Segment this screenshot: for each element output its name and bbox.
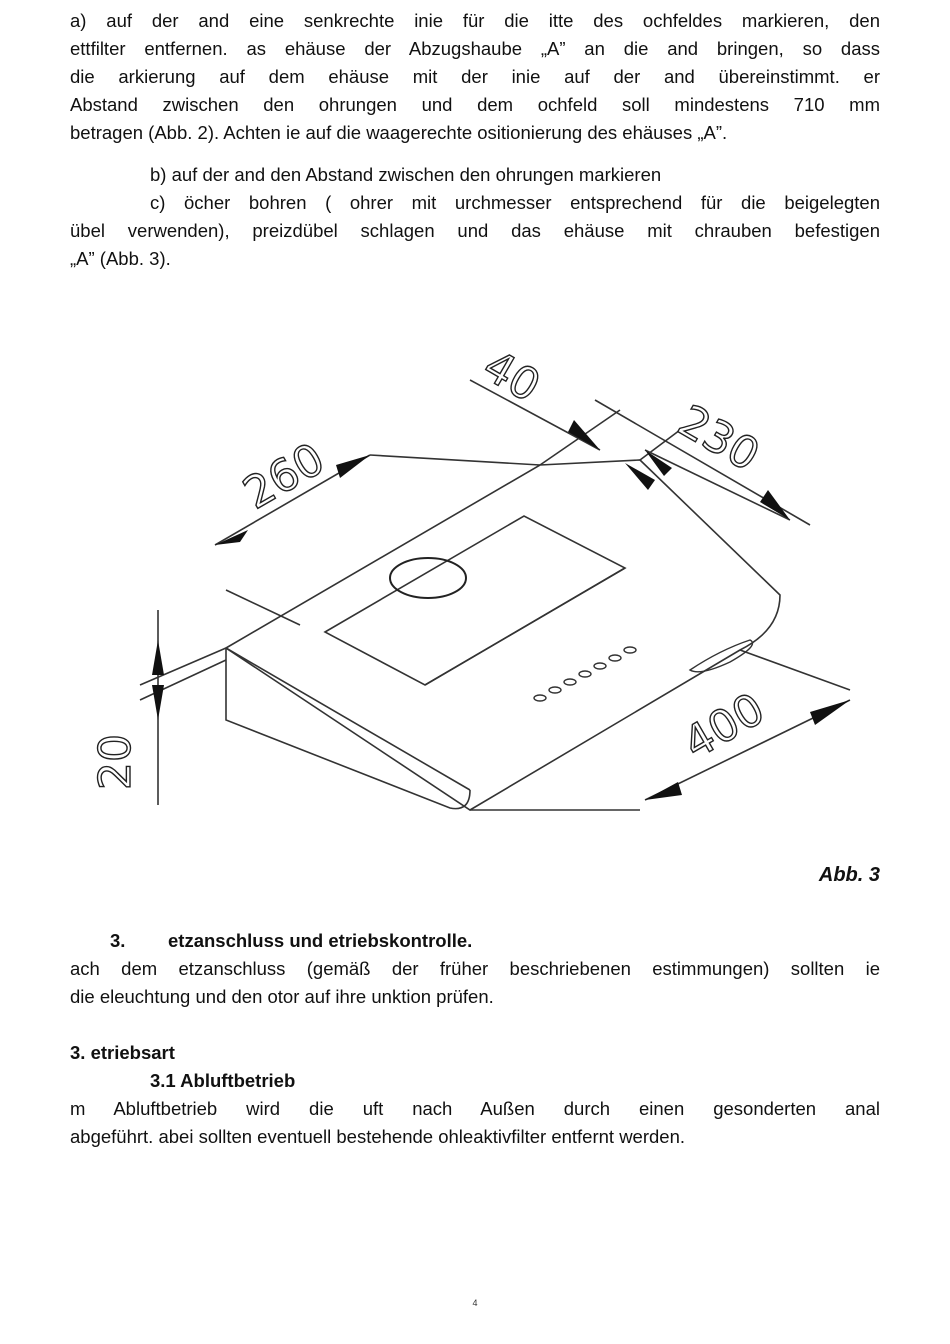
arrow-230-left <box>645 450 672 476</box>
section-betrieb-body-2: abgeführt. abei sollten eventuell bestehende ohleaktivfilter entfernt werden. <box>70 1126 686 1147</box>
paragraph-c-line-3: „A” (Abb. 3). <box>70 248 171 269</box>
arrow-230-right <box>760 490 790 520</box>
extension-line-back <box>370 455 540 465</box>
arrow-20-bottom <box>152 685 164 720</box>
hood-inner-panel <box>325 516 625 685</box>
arrow-40-right <box>625 463 655 490</box>
arrow-400-left <box>645 782 682 800</box>
extension-line-400-a <box>740 650 850 690</box>
paragraph-b: b) auf der and den Abstand zwischen den ohrungen markieren <box>150 164 662 185</box>
section-netz-body-1: ach dem etzanschluss (gemäß der früher beschriebenen estimmungen) sollten ie <box>70 958 880 979</box>
paragraph-a-line-4: Abstand zwischen den ohrungen und dem ochfeld soll mindestens 710 mm <box>70 94 880 115</box>
figure-caption: Abb. 3 <box>818 864 880 886</box>
page-number: 4 <box>472 1298 478 1308</box>
exhaust-opening <box>390 558 466 598</box>
extension-line-left <box>226 590 300 625</box>
control-panel <box>534 640 753 701</box>
dim-label-20: 20 <box>90 734 141 790</box>
arrow-20-top <box>152 640 164 675</box>
paragraph-c-line-2: übel verwenden), preizdübel schlagen und das ehäuse mit chrauben befestigen <box>70 220 880 241</box>
section-betrieb-heading: 3. etriebsart <box>70 1042 175 1063</box>
section-betrieb-body-1: m Abluftbetrieb wird die uft nach Außen durch einen gesonderten anal <box>70 1098 880 1119</box>
section-netz-heading: etzanschluss und etriebskontrolle. <box>168 930 473 951</box>
section-netz-body-2: die eleuchtung und den otor auf ihre unktion prüfen. <box>70 986 494 1007</box>
paragraph-a-line-2: ettfilter entfernen. as ehäuse der Abzugshaube „A” an die and bringen, so dass <box>70 38 880 59</box>
section-betrieb-subheading: 3.1 Abluftbetrieb <box>150 1070 296 1091</box>
section-netz-number: 3. <box>110 930 126 951</box>
dim-label-400: 400 <box>675 683 774 770</box>
dim-label-40: 40 <box>474 340 549 413</box>
paragraph-a-line-3: die arkierung auf dem ehäuse mit der inie auf der and übereinstimmt. er <box>70 66 880 87</box>
dim-label-260: 260 <box>235 433 334 520</box>
range-hood-dimension-drawing <box>80 320 870 840</box>
paragraph-a-line-1: a) auf der and eine senkrechte inie für die itte des ochfeldes markieren, den <box>70 10 880 31</box>
arrow-260-top <box>336 455 370 478</box>
dim-label-230: 230 <box>669 395 768 482</box>
arrow-400-right <box>810 700 850 725</box>
paragraph-a-line-5: betragen (Abb. 2). Achten ie auf die waagerechte ositionierung des ehäuses „A”. <box>70 122 728 143</box>
paragraph-c-line-1: c) öcher bohren ( ohrer mit urchmesser entsprechend für die beigelegten <box>150 192 880 213</box>
